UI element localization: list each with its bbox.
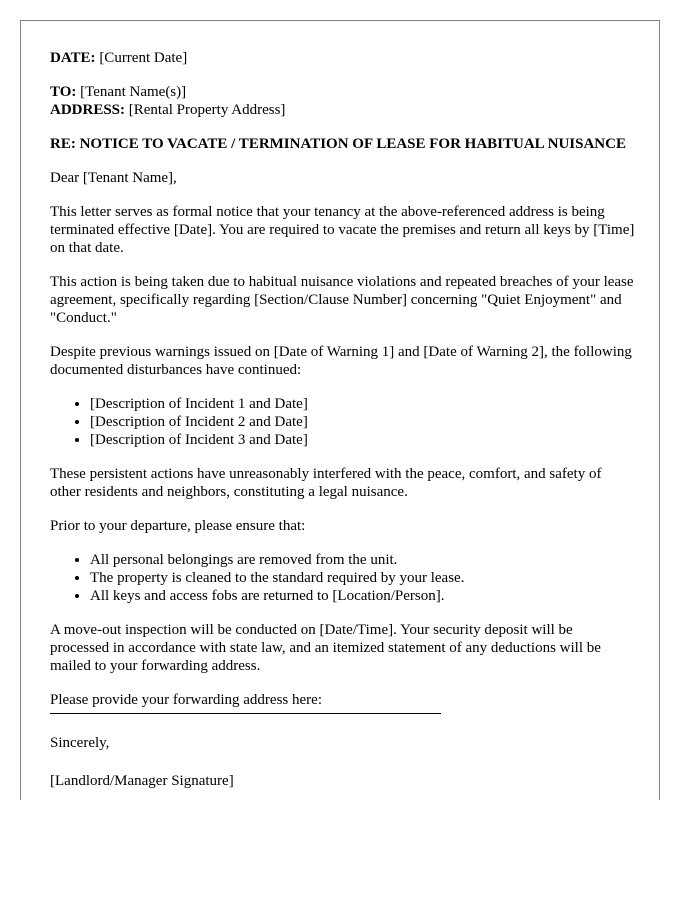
date-label: DATE: <box>50 50 96 66</box>
address-value: [Rental Property Address] <box>128 102 286 118</box>
date-value: [Current Date] <box>99 50 188 66</box>
paragraph-nuisance: These persistent actions have unreasonably interfered with the peace, comfort, and safety of other residents and neighbors, constituting a legal nuisance. <box>50 466 602 500</box>
list-item: • [Description of Incident 3 and Date] <box>90 431 635 449</box>
to-value: [Tenant Name(s)] <box>80 84 187 100</box>
forwarding-address-line[interactable] <box>50 713 441 714</box>
paragraph-warnings: Despite previous warnings issued on [Date of Warning 1] and [Date of Warning 2], the following documented disturbances have continued: <box>50 344 632 378</box>
paragraph-reason: This action is being taken due to habitual nuisance violations and repeated breaches of your lease agreement, specifically regarding [Section/Clause Number] concerning "Quiet Enjoyment" and "Conduct." <box>50 274 634 326</box>
closing: Sincerely, <box>50 735 110 751</box>
list-item: • [Description of Incident 1 and Date] <box>90 395 635 413</box>
date-line <box>50 49 635 67</box>
subject-line: RE: NOTICE TO VACATE / TERMINATION OF LEASE FOR HABITUAL NUISANCE <box>50 136 626 152</box>
letter-body <box>50 49 635 800</box>
list-item: • All personal belongings are removed from the unit. <box>90 551 635 569</box>
to-label: TO: <box>50 84 77 100</box>
paragraph-forwarding: Please provide your forwarding address here: <box>50 692 322 708</box>
paragraph-termination: This letter serves as formal notice that your tenancy at the above-referenced address is being terminated effective [Date]. You are required to vacate the premises and return all keys by [Time] on that date. <box>50 204 635 256</box>
paragraph-inspection: A move-out inspection will be conducted on [Date/Time]. Your security deposit will be processed in accordance with state law, and an itemized statement of any deductions will be mailed to your forwarding address. <box>50 622 601 674</box>
list-item: • [Description of Incident 2 and Date] <box>90 413 635 431</box>
checklist <box>50 551 635 605</box>
address-label: ADDRESS: <box>50 102 126 118</box>
letter-page <box>20 20 660 800</box>
salutation: Dear [Tenant Name], <box>50 170 177 186</box>
signature: [Landlord/Manager Signature] <box>50 773 234 789</box>
list-item: • All keys and access fobs are returned to [Location/Person]. <box>90 587 635 605</box>
to-line <box>50 83 635 101</box>
incident-list <box>50 395 635 449</box>
address-line <box>50 101 635 119</box>
paragraph-departure: Prior to your departure, please ensure that: <box>50 518 306 534</box>
list-item: • The property is cleaned to the standard required by your lease. <box>90 569 635 587</box>
